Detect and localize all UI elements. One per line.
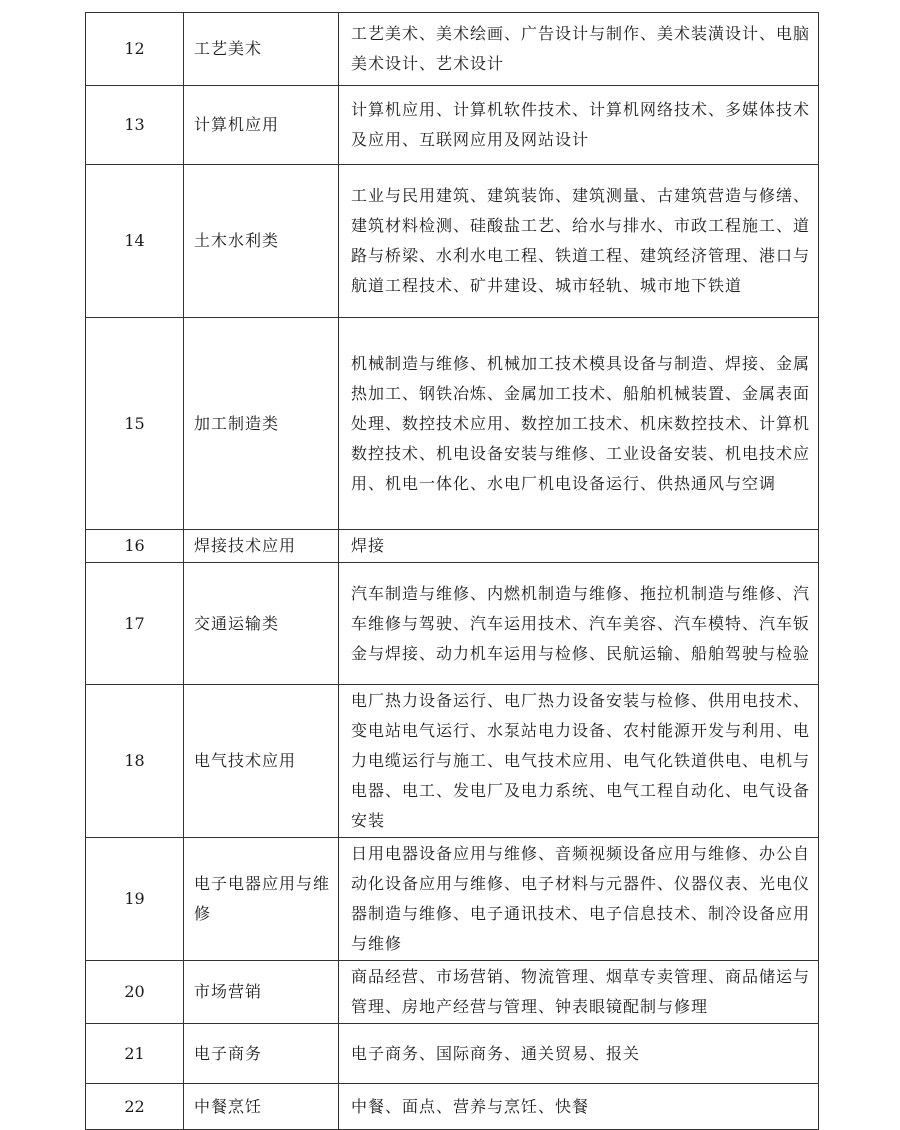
major-directions: 电厂热力设备运行、电厂热力设备安装与检修、供用电技术、变电站电气运行、水泵站电力设备、农村能源开发与利用、电力电缆运行与施工、电气技术应用、电气化铁道供电、电机与电器、电工、发电厂及电力系统、电气工程自动化、电气设备安装 — [339, 685, 819, 838]
major-directions: 工艺美术、美术绘画、广告设计与制作、美术装潢设计、电脑美术设计、艺术设计 — [339, 13, 819, 86]
major-name: 土木水利类 — [184, 165, 339, 318]
table-row — [86, 838, 819, 961]
row-number: 21 — [86, 1024, 184, 1084]
major-name: 工艺美术 — [184, 13, 339, 86]
table-row — [86, 1084, 819, 1130]
row-number: 20 — [86, 961, 184, 1024]
major-directions: 日用电器设备应用与维修、音频视频设备应用与维修、办公自动化设备应用与维修、电子材料与元器件、仪器仪表、光电仪器制造与维修、电子通讯技术、电子信息技术、制冷设备应用与维修 — [339, 838, 819, 961]
major-directions: 计算机应用、计算机软件技术、计算机网络技术、多媒体技术及应用、互联网应用及网站设计 — [339, 86, 819, 165]
table-row — [86, 563, 819, 685]
table-row — [86, 13, 819, 86]
major-directions: 中餐、面点、营养与烹饪、快餐 — [339, 1084, 819, 1130]
major-directions: 汽车制造与维修、内燃机制造与维修、拖拉机制造与维修、汽车维修与驾驶、汽车运用技术、汽车美容、汽车模特、汽车钣金与焊接、动力机车运用与检修、民航运输、船舶驾驶与检验 — [339, 563, 819, 685]
major-name: 电子电器应用与维修 — [184, 838, 339, 961]
major-name: 加工制造类 — [184, 318, 339, 530]
major-name: 市场营销 — [184, 961, 339, 1024]
row-number: 13 — [86, 86, 184, 165]
row-number: 17 — [86, 563, 184, 685]
major-name: 计算机应用 — [184, 86, 339, 165]
row-number: 12 — [86, 13, 184, 86]
row-number: 16 — [86, 530, 184, 563]
row-number: 18 — [86, 685, 184, 838]
major-name: 交通运输类 — [184, 563, 339, 685]
major-directions: 商品经营、市场营销、物流管理、烟草专卖管理、商品储运与管理、房地产经营与管理、钟表眼镜配制与修理 — [339, 961, 819, 1024]
major-directions: 机械制造与维修、机械加工技术模具设备与制造、焊接、金属热加工、钢铁冶炼、金属加工技术、船舶机械装置、金属表面处理、数控技术应用、数控加工技术、机床数控技术、计算机数控技术、机电设备安装与维修、工业设备安装、机电技术应用、机电一体化、水电厂机电设备运行、供热通风与空调 — [339, 318, 819, 530]
table-row — [86, 165, 819, 318]
table-row — [86, 685, 819, 838]
table-row — [86, 86, 819, 165]
major-directions: 焊接 — [339, 530, 819, 563]
major-name: 电子商务 — [184, 1024, 339, 1084]
table-row — [86, 318, 819, 530]
table-row — [86, 530, 819, 563]
table-row — [86, 1024, 819, 1084]
majors-table — [85, 12, 819, 1130]
major-name: 中餐烹饪 — [184, 1084, 339, 1130]
major-directions: 电子商务、国际商务、通关贸易、报关 — [339, 1024, 819, 1084]
major-name: 焊接技术应用 — [184, 530, 339, 563]
row-number: 22 — [86, 1084, 184, 1130]
table-row — [86, 961, 819, 1024]
major-directions: 工业与民用建筑、建筑装饰、建筑测量、古建筑营造与修缮、建筑材料检测、硅酸盐工艺、给水与排水、市政工程施工、道路与桥梁、水利水电工程、铁道工程、建筑经济管理、港口与航道工程技术、矿井建设、城市轻轨、城市地下铁道 — [339, 165, 819, 318]
row-number: 14 — [86, 165, 184, 318]
row-number: 15 — [86, 318, 184, 530]
row-number: 19 — [86, 838, 184, 961]
major-name: 电气技术应用 — [184, 685, 339, 838]
